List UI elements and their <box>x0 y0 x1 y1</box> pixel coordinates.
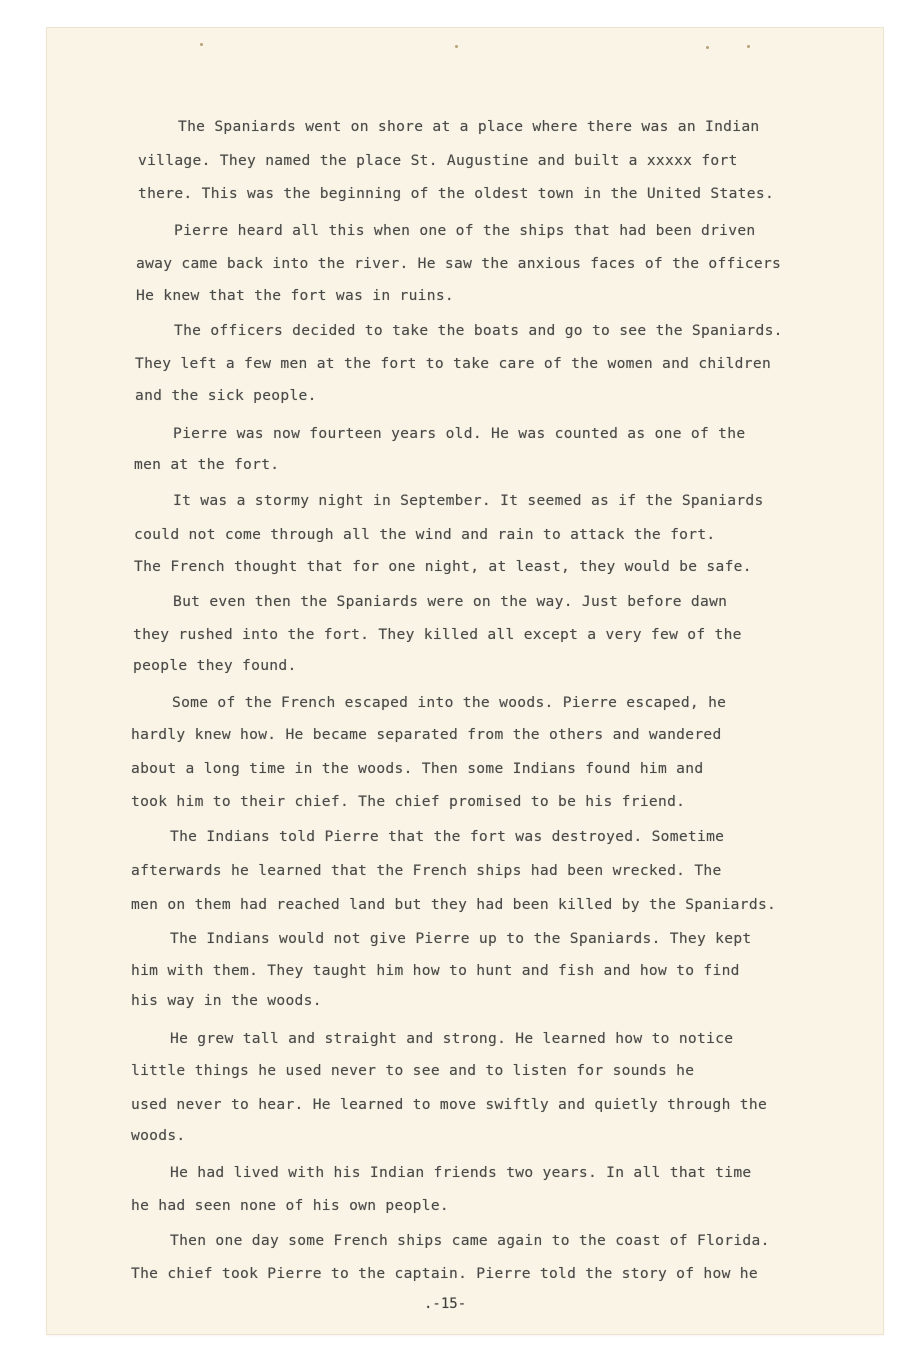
text-line: they rushed into the fort. They killed all except a very few of the <box>133 626 742 643</box>
text-line: Pierre heard all this when one of the ships that had been driven <box>174 222 756 239</box>
text-line: him with them. They taught him how to hunt and fish and how to find <box>131 962 740 979</box>
text-line: But even then the Spaniards were on the way. Just before dawn <box>173 593 728 610</box>
text-line: hardly knew how. He became separated from the others and wandered <box>131 726 722 743</box>
text-line: They left a few men at the fort to take care of the women and children <box>135 355 772 372</box>
paper-speck <box>747 45 750 48</box>
text-line: He knew that the fort was in ruins. <box>136 287 455 304</box>
text-line: The Indians told Pierre that the fort was destroyed. Sometime <box>170 828 725 845</box>
paper-speck <box>455 45 458 48</box>
paper-speck <box>706 46 709 49</box>
text-line: The chief took Pierre to the captain. Pierre told the story of how he <box>131 1265 758 1282</box>
text-line: took him to their chief. The chief promised to be his friend. <box>131 793 686 810</box>
text-line: The Indians would not give Pierre up to the Spaniards. They kept <box>170 930 752 947</box>
text-line: men at the fort. <box>134 456 280 473</box>
text-line: away came back into the river. He saw the anxious faces of the officers <box>136 255 782 272</box>
text-line: It was a stormy night in September. It seemed as if the Spaniards <box>173 492 764 509</box>
text-line: he had seen none of his own people. <box>131 1197 450 1214</box>
text-line: his way in the woods. <box>131 992 322 1009</box>
text-line: Then one day some French ships came again to the coast of Florida. <box>170 1232 770 1249</box>
text-line: people they found. <box>133 657 297 674</box>
paper-speck <box>200 43 203 46</box>
text-line: The Spaniards went on shore at a place where there was an Indian <box>178 118 760 135</box>
text-line: there. This was the beginning of the oldest town in the United States. <box>138 185 775 202</box>
text-line: The French thought that for one night, at least, they would be safe. <box>134 558 752 575</box>
text-line: used never to hear. He learned to move swiftly and quietly through the <box>131 1096 768 1113</box>
text-line: woods. <box>131 1127 186 1144</box>
text-line: He grew tall and straight and strong. He learned how to notice <box>170 1030 734 1047</box>
text-line: and the sick people. <box>135 387 317 404</box>
text-line: about a long time in the woods. Then some Indians found him and <box>131 760 704 777</box>
text-line: He had lived with his Indian friends two years. In all that time <box>170 1164 752 1181</box>
text-line: afterwards he learned that the French ships had been wrecked. The <box>131 862 722 879</box>
text-line: men on them had reached land but they had been killed by the Spaniards. <box>131 896 777 913</box>
text-line: village. They named the place St. Augustine and built a xxxxx fort <box>138 152 738 169</box>
page-number: .-15- <box>424 1296 467 1312</box>
text-line: could not come through all the wind and rain to attack the fort. <box>134 526 716 543</box>
text-line: Pierre was now fourteen years old. He was counted as one of the <box>173 425 746 442</box>
text-line: Some of the French escaped into the woods. Pierre escaped, he <box>172 694 727 711</box>
text-line: little things he used never to see and to listen for sounds he <box>131 1062 695 1079</box>
text-line: The officers decided to take the boats and go to see the Spaniards. <box>174 322 783 339</box>
